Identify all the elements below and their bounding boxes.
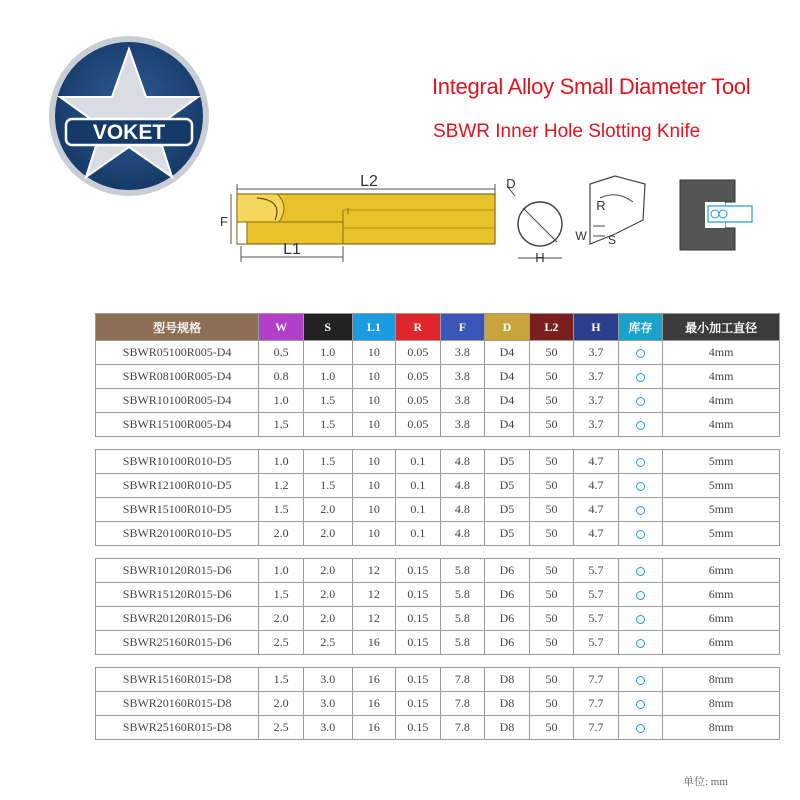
cell-f: 4.8 bbox=[440, 450, 485, 474]
table-row bbox=[96, 498, 780, 522]
cell-w: 1.0 bbox=[259, 450, 304, 474]
cell-stock bbox=[618, 365, 663, 389]
in-stock-icon bbox=[636, 567, 645, 576]
in-stock-icon bbox=[636, 530, 645, 539]
in-stock-icon bbox=[636, 373, 645, 382]
header-row bbox=[96, 314, 780, 341]
cell-l1: 16 bbox=[352, 716, 395, 740]
in-stock-icon bbox=[636, 676, 645, 685]
cell-s: 1.5 bbox=[303, 450, 352, 474]
label-f: F bbox=[220, 214, 228, 229]
cell-w: 2.0 bbox=[259, 607, 304, 631]
in-stock-icon bbox=[636, 506, 645, 515]
cell-w: 0.5 bbox=[259, 341, 304, 365]
cell-d: D8 bbox=[485, 668, 530, 692]
cell-d: D4 bbox=[485, 389, 530, 413]
cell-r: 0.05 bbox=[396, 365, 441, 389]
cell-stock bbox=[618, 498, 663, 522]
cell-stock bbox=[618, 413, 663, 437]
cell-f: 4.8 bbox=[440, 522, 485, 546]
cell-w: 1.2 bbox=[259, 474, 304, 498]
cell-l1: 12 bbox=[352, 607, 395, 631]
cell-s: 2.0 bbox=[303, 498, 352, 522]
cell-d: D4 bbox=[485, 413, 530, 437]
cell-model: SBWR10100R010-D5 bbox=[96, 450, 259, 474]
cell-s: 2.0 bbox=[303, 522, 352, 546]
cell-s: 1.0 bbox=[303, 341, 352, 365]
header-d: D bbox=[485, 314, 530, 341]
cell-min-diameter: 8mm bbox=[663, 668, 780, 692]
cell-w: 1.0 bbox=[259, 559, 304, 583]
label-h: H bbox=[535, 250, 545, 265]
table-header bbox=[96, 314, 780, 341]
header-w: W bbox=[259, 314, 304, 341]
cell-f: 3.8 bbox=[440, 413, 485, 437]
cell-l2: 50 bbox=[529, 474, 574, 498]
table-row bbox=[96, 559, 780, 583]
cell-r: 0.05 bbox=[396, 389, 441, 413]
cell-h: 7.7 bbox=[574, 668, 619, 692]
header-s: S bbox=[303, 314, 352, 341]
header-h: H bbox=[574, 314, 619, 341]
in-stock-icon bbox=[636, 639, 645, 648]
cell-d: D8 bbox=[485, 716, 530, 740]
in-stock-icon bbox=[636, 482, 645, 491]
cell-h: 4.7 bbox=[574, 450, 619, 474]
cell-w: 1.5 bbox=[259, 413, 304, 437]
cell-r: 0.15 bbox=[396, 692, 441, 716]
cell-w: 1.5 bbox=[259, 498, 304, 522]
table-row bbox=[96, 474, 780, 498]
cell-min-diameter: 6mm bbox=[663, 583, 780, 607]
header-stock: 库存 bbox=[618, 314, 663, 341]
voket-logo bbox=[48, 35, 210, 197]
cell-min-diameter: 5mm bbox=[663, 498, 780, 522]
cell-min-diameter: 4mm bbox=[663, 413, 780, 437]
cell-stock bbox=[618, 341, 663, 365]
cell-model: SBWR10120R015-D6 bbox=[96, 559, 259, 583]
label-l2: L2 bbox=[360, 173, 378, 190]
cell-w: 2.5 bbox=[259, 631, 304, 655]
cell-h: 3.7 bbox=[574, 341, 619, 365]
in-stock-icon bbox=[636, 421, 645, 430]
cell-w: 1.0 bbox=[259, 389, 304, 413]
cell-h: 5.7 bbox=[574, 631, 619, 655]
cell-stock bbox=[618, 522, 663, 546]
cell-d: D6 bbox=[485, 631, 530, 655]
tool-section-view bbox=[506, 176, 562, 265]
product-title: Integral Alloy Small Diameter Tool bbox=[432, 74, 751, 99]
cell-min-diameter: 5mm bbox=[663, 474, 780, 498]
cell-s: 2.0 bbox=[303, 583, 352, 607]
cell-f: 7.8 bbox=[440, 692, 485, 716]
group-spacer bbox=[96, 655, 780, 668]
cell-l1: 10 bbox=[352, 522, 395, 546]
cell-f: 5.8 bbox=[440, 583, 485, 607]
table-row bbox=[96, 522, 780, 546]
table-row bbox=[96, 583, 780, 607]
cell-l2: 50 bbox=[529, 341, 574, 365]
cell-l2: 50 bbox=[529, 498, 574, 522]
cell-d: D6 bbox=[485, 559, 530, 583]
cell-f: 5.8 bbox=[440, 559, 485, 583]
in-stock-icon bbox=[636, 615, 645, 624]
table-row bbox=[96, 365, 780, 389]
cell-stock bbox=[618, 389, 663, 413]
application-view bbox=[680, 180, 752, 250]
cell-l2: 50 bbox=[529, 668, 574, 692]
cell-d: D5 bbox=[485, 498, 530, 522]
cell-d: D5 bbox=[485, 450, 530, 474]
cell-l1: 12 bbox=[352, 559, 395, 583]
cell-h: 3.7 bbox=[574, 365, 619, 389]
cell-model: SBWR20120R015-D6 bbox=[96, 607, 259, 631]
cell-stock bbox=[618, 450, 663, 474]
cell-h: 5.7 bbox=[574, 583, 619, 607]
spacer-cell bbox=[96, 546, 780, 559]
cell-l1: 16 bbox=[352, 631, 395, 655]
cell-model: SBWR08100R005-D4 bbox=[96, 365, 259, 389]
cell-stock bbox=[618, 692, 663, 716]
cell-model: SBWR12100R010-D5 bbox=[96, 474, 259, 498]
table-row bbox=[96, 668, 780, 692]
label-w: W bbox=[575, 229, 587, 243]
cell-model: SBWR20100R010-D5 bbox=[96, 522, 259, 546]
cell-h: 3.7 bbox=[574, 413, 619, 437]
table-row bbox=[96, 413, 780, 437]
tool-diagram bbox=[205, 162, 770, 282]
in-stock-icon bbox=[636, 591, 645, 600]
in-stock-icon bbox=[636, 458, 645, 467]
cell-l1: 12 bbox=[352, 583, 395, 607]
cell-l1: 16 bbox=[352, 692, 395, 716]
table-row bbox=[96, 389, 780, 413]
label-d: D bbox=[506, 176, 516, 191]
in-stock-icon bbox=[636, 700, 645, 709]
cell-model: SBWR10100R005-D4 bbox=[96, 389, 259, 413]
cell-r: 0.15 bbox=[396, 583, 441, 607]
cell-f: 5.8 bbox=[440, 607, 485, 631]
spacer-cell bbox=[96, 437, 780, 450]
header-model: 型号规格 bbox=[96, 314, 259, 341]
cell-l1: 10 bbox=[352, 413, 395, 437]
cell-h: 7.7 bbox=[574, 692, 619, 716]
cell-stock bbox=[618, 607, 663, 631]
cell-min-diameter: 5mm bbox=[663, 450, 780, 474]
cell-r: 0.15 bbox=[396, 716, 441, 740]
label-r: R bbox=[596, 198, 606, 213]
brand-name: VOKET bbox=[92, 121, 166, 144]
cell-l2: 50 bbox=[529, 413, 574, 437]
cell-r: 0.1 bbox=[396, 498, 441, 522]
cell-w: 1.5 bbox=[259, 583, 304, 607]
cell-h: 7.7 bbox=[574, 716, 619, 740]
cell-l2: 50 bbox=[529, 559, 574, 583]
cell-f: 7.8 bbox=[440, 668, 485, 692]
label-s: S bbox=[607, 233, 617, 247]
cell-d: D5 bbox=[485, 522, 530, 546]
header-l2: L2 bbox=[529, 314, 574, 341]
cell-s: 2.0 bbox=[303, 607, 352, 631]
cell-d: D4 bbox=[485, 365, 530, 389]
cell-stock bbox=[618, 631, 663, 655]
header-l1: L1 bbox=[352, 314, 395, 341]
cell-model: SBWR15100R005-D4 bbox=[96, 413, 259, 437]
cell-l1: 10 bbox=[352, 341, 395, 365]
cell-l2: 50 bbox=[529, 583, 574, 607]
cell-l2: 50 bbox=[529, 450, 574, 474]
cell-f: 3.8 bbox=[440, 365, 485, 389]
cell-w: 0.8 bbox=[259, 365, 304, 389]
header-f: F bbox=[440, 314, 485, 341]
label-l1: L1 bbox=[283, 241, 301, 258]
cell-d: D5 bbox=[485, 474, 530, 498]
cell-s: 3.0 bbox=[303, 716, 352, 740]
group-spacer bbox=[96, 546, 780, 559]
cell-r: 0.15 bbox=[396, 668, 441, 692]
cell-min-diameter: 6mm bbox=[663, 631, 780, 655]
cell-min-diameter: 6mm bbox=[663, 559, 780, 583]
unit-note: 单位: mm bbox=[683, 776, 728, 788]
cell-s: 1.5 bbox=[303, 389, 352, 413]
cell-f: 3.8 bbox=[440, 389, 485, 413]
cell-w: 2.5 bbox=[259, 716, 304, 740]
spec-table bbox=[95, 313, 780, 740]
cell-min-diameter: 4mm bbox=[663, 365, 780, 389]
cell-model: SBWR25160R015-D8 bbox=[96, 716, 259, 740]
cell-s: 1.0 bbox=[303, 365, 352, 389]
cell-l2: 50 bbox=[529, 607, 574, 631]
cell-l2: 50 bbox=[529, 716, 574, 740]
cell-f: 5.8 bbox=[440, 631, 485, 655]
cell-l1: 10 bbox=[352, 498, 395, 522]
cell-r: 0.1 bbox=[396, 522, 441, 546]
in-stock-icon bbox=[636, 349, 645, 358]
cell-model: SBWR25160R015-D6 bbox=[96, 631, 259, 655]
cell-model: SBWR20160R015-D8 bbox=[96, 692, 259, 716]
cell-l2: 50 bbox=[529, 522, 574, 546]
cell-model: SBWR05100R005-D4 bbox=[96, 341, 259, 365]
cell-f: 3.8 bbox=[440, 341, 485, 365]
tool-side-view bbox=[220, 173, 495, 262]
cell-h: 4.7 bbox=[574, 474, 619, 498]
cell-min-diameter: 4mm bbox=[663, 389, 780, 413]
cell-d: D8 bbox=[485, 692, 530, 716]
table-row bbox=[96, 716, 780, 740]
cell-r: 0.05 bbox=[396, 413, 441, 437]
cell-r: 0.15 bbox=[396, 559, 441, 583]
cell-min-diameter: 4mm bbox=[663, 341, 780, 365]
cell-s: 2.0 bbox=[303, 559, 352, 583]
cell-s: 1.5 bbox=[303, 474, 352, 498]
cell-stock bbox=[618, 668, 663, 692]
cell-stock bbox=[618, 583, 663, 607]
cell-f: 4.8 bbox=[440, 474, 485, 498]
spacer-cell bbox=[96, 655, 780, 668]
table-row bbox=[96, 450, 780, 474]
in-stock-icon bbox=[636, 724, 645, 733]
cell-l2: 50 bbox=[529, 692, 574, 716]
cell-s: 2.5 bbox=[303, 631, 352, 655]
cell-l1: 10 bbox=[352, 365, 395, 389]
cell-s: 3.0 bbox=[303, 668, 352, 692]
cell-l2: 50 bbox=[529, 365, 574, 389]
cell-stock bbox=[618, 716, 663, 740]
cell-f: 4.8 bbox=[440, 498, 485, 522]
cell-f: 7.8 bbox=[440, 716, 485, 740]
cell-d: D6 bbox=[485, 583, 530, 607]
cell-s: 3.0 bbox=[303, 692, 352, 716]
cell-h: 4.7 bbox=[574, 498, 619, 522]
table-row bbox=[96, 631, 780, 655]
header-r: R bbox=[396, 314, 441, 341]
tip-detail-view bbox=[575, 176, 645, 247]
cell-d: D6 bbox=[485, 607, 530, 631]
cell-r: 0.1 bbox=[396, 450, 441, 474]
cell-min-diameter: 8mm bbox=[663, 692, 780, 716]
table-body bbox=[96, 341, 780, 740]
cell-model: SBWR15160R015-D8 bbox=[96, 668, 259, 692]
cell-l1: 10 bbox=[352, 474, 395, 498]
cell-h: 3.7 bbox=[574, 389, 619, 413]
cell-min-diameter: 6mm bbox=[663, 607, 780, 631]
table-row bbox=[96, 692, 780, 716]
cell-model: SBWR15100R010-D5 bbox=[96, 498, 259, 522]
product-subtitle: SBWR Inner Hole Slotting Knife bbox=[433, 121, 701, 142]
cell-d: D4 bbox=[485, 341, 530, 365]
cell-w: 1.5 bbox=[259, 668, 304, 692]
cell-r: 0.05 bbox=[396, 341, 441, 365]
cell-stock bbox=[618, 559, 663, 583]
cell-l2: 50 bbox=[529, 389, 574, 413]
cell-min-diameter: 5mm bbox=[663, 522, 780, 546]
table-row bbox=[96, 341, 780, 365]
cell-h: 5.7 bbox=[574, 559, 619, 583]
cell-s: 1.5 bbox=[303, 413, 352, 437]
cell-l1: 10 bbox=[352, 389, 395, 413]
cell-l1: 10 bbox=[352, 450, 395, 474]
table-row bbox=[96, 607, 780, 631]
cell-r: 0.15 bbox=[396, 631, 441, 655]
cell-r: 0.15 bbox=[396, 607, 441, 631]
in-stock-icon bbox=[636, 397, 645, 406]
group-spacer bbox=[96, 437, 780, 450]
header-min-diameter: 最小加工直径 bbox=[663, 314, 780, 341]
cell-w: 2.0 bbox=[259, 692, 304, 716]
cell-model: SBWR15120R015-D6 bbox=[96, 583, 259, 607]
cell-r: 0.1 bbox=[396, 474, 441, 498]
cell-l1: 16 bbox=[352, 668, 395, 692]
cell-l2: 50 bbox=[529, 631, 574, 655]
cell-min-diameter: 8mm bbox=[663, 716, 780, 740]
cell-h: 5.7 bbox=[574, 607, 619, 631]
cell-stock bbox=[618, 474, 663, 498]
cell-h: 4.7 bbox=[574, 522, 619, 546]
cell-w: 2.0 bbox=[259, 522, 304, 546]
